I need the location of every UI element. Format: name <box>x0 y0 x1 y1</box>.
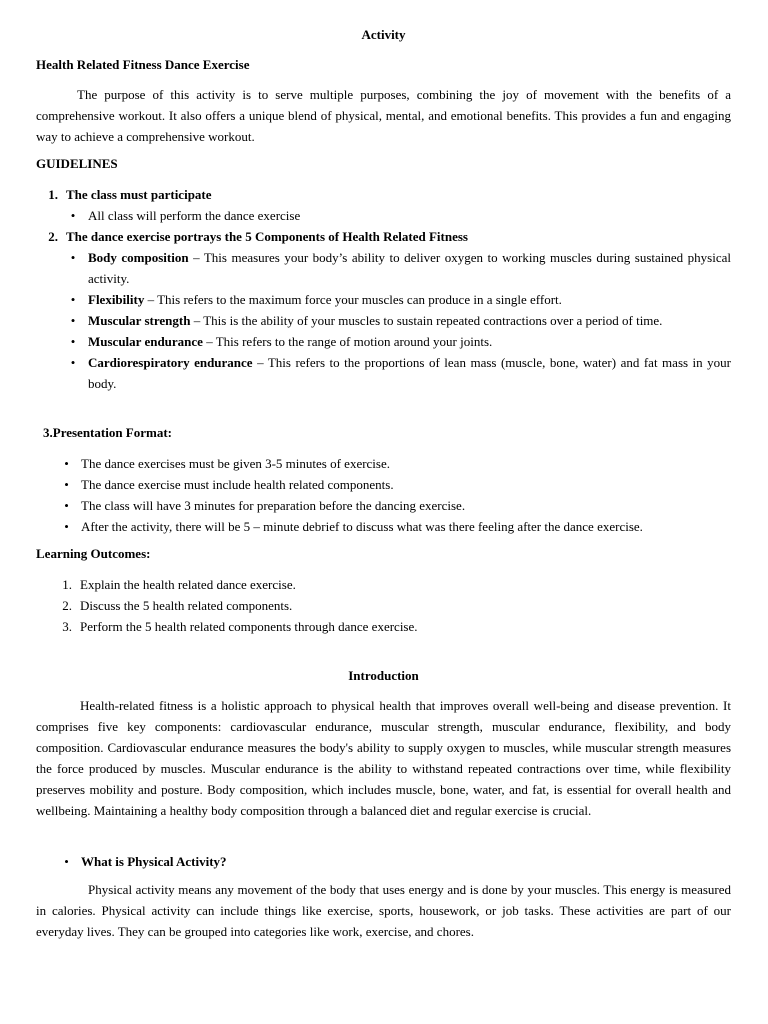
guideline-text: The class must participate <box>66 187 212 202</box>
list-item-text: All class will perform the dance exercise <box>88 208 301 223</box>
bullet-icon: • <box>64 477 69 492</box>
component-term: Muscular endurance <box>88 334 203 349</box>
component-desc: – This refers to the proportions of lean mass (muscle, bone, water) and fat mass in your body. <box>88 355 731 391</box>
component-term: Flexibility <box>88 292 145 307</box>
list-item-text: The class will have 3 minutes for preparation before the dancing exercise. <box>81 498 466 513</box>
outcome-text: Explain the health related dance exercise. <box>80 577 296 592</box>
component-item-flexibility <box>36 289 731 310</box>
list-number: 2. <box>62 598 72 613</box>
outcome-item <box>36 574 731 595</box>
bullet-icon: • <box>70 250 76 265</box>
component-term: Muscular strength <box>88 313 191 328</box>
presentation-list <box>36 453 731 537</box>
bullet-icon: • <box>70 292 76 307</box>
list-number: 1. <box>48 187 58 202</box>
list-item <box>36 516 731 537</box>
component-term: Body composition <box>88 250 189 265</box>
outcome-text: Discuss the 5 health related components. <box>80 598 293 613</box>
physical-activity-heading: What is Physical Activity? <box>81 854 227 869</box>
presentation-heading: 3.Presentation Format: <box>43 425 173 440</box>
list-number: 3. <box>62 619 72 634</box>
list-item <box>36 474 731 495</box>
component-desc: – This is the ability of your muscles to sustain repeated contractions over a period of time. <box>190 313 663 328</box>
physical-activity-heading-row <box>36 851 747 872</box>
list-item-text: The dance exercises must be given 3-5 minutes of exercise. <box>81 456 390 471</box>
outcomes-list <box>36 574 731 637</box>
guideline-text: The dance exercise portrays the 5 Components of Health Related Fitness <box>66 229 468 244</box>
introduction-heading: Introduction <box>348 668 419 683</box>
list-number: 2. <box>48 229 58 244</box>
guidelines-list <box>36 184 731 394</box>
outcomes-heading: Learning Outcomes: <box>36 546 151 561</box>
bullet-icon: • <box>64 854 69 869</box>
list-item <box>36 495 731 516</box>
bullet-icon: • <box>70 355 76 370</box>
component-term: Cardiorespiratory endurance <box>88 355 253 370</box>
bullet-icon: • <box>70 313 76 328</box>
component-desc: – This refers to the maximum force your muscles can produce in a single effort. <box>144 292 562 307</box>
bullet-icon: • <box>70 208 76 223</box>
activity-title: Activity <box>361 27 406 42</box>
component-item-body-composition <box>36 247 731 289</box>
introduction-paragraph: Health-related fitness is a holistic approach to physical health that improves overall well-being and disease prevention. It comprises five key components: cardiovascular endurance, muscular strength, muscular endurance, flexibility, and body composition. Cardiovascular endurance measures the body's ability to supply oxygen to muscles, while muscular strength measures the force produced by muscles. Muscular endurance is the ability to withstand repeated contractions over time, while flexibility preserves mobility and posture. Body composition, which includes muscle, bone, water, and fat, is essential for overall health and wellbeing. Maintaining a healthy body composition through a balanced diet and regular exercise is crucial. <box>36 698 731 818</box>
outcome-item <box>36 595 731 616</box>
list-item-text: After the activity, there will be 5 – minute debrief to discuss what was there feeling after the dance exercise. <box>81 519 643 534</box>
component-desc: – This measures your body’s ability to deliver oxygen to working muscles during sustained physical activity. <box>88 250 731 286</box>
list-item <box>36 453 731 474</box>
guidelines-heading: GUIDELINES <box>36 156 118 171</box>
bullet-icon: • <box>64 519 69 534</box>
component-item-muscular-endurance <box>36 331 731 352</box>
purpose-paragraph: The purpose of this activity is to serve multiple purposes, combining the joy of movement with the benefits of a comprehensive workout. It also offers a unique blend of physical, mental, and emotional benefits. This provides a fun and engaging way to achieve a comprehensive workout. <box>36 87 731 144</box>
outcome-item <box>36 616 731 637</box>
guideline-item-2 <box>36 226 731 247</box>
activity-subtitle: Health Related Fitness Dance Exercise <box>36 57 250 72</box>
bullet-icon: • <box>70 334 76 349</box>
component-item-cardiorespiratory-endurance <box>36 352 731 394</box>
bullet-icon: • <box>64 456 69 471</box>
component-item-muscular-strength <box>36 310 731 331</box>
list-item <box>36 205 731 226</box>
guideline-item-1 <box>36 184 731 205</box>
list-item-text: The dance exercise must include health related components. <box>81 477 394 492</box>
bullet-icon: • <box>64 498 69 513</box>
physical-activity-paragraph: Physical activity means any movement of the body that uses energy and is done by your muscles. This energy is measured in calories. Physical activity can include things like exercise, sports, housework, or job tasks. These activities are part of our everyday lives. They can be grouped into categories like work, exercise, and chores. <box>36 882 731 939</box>
list-number: 1. <box>62 577 72 592</box>
outcome-text: Perform the 5 health related components through dance exercise. <box>80 619 418 634</box>
component-desc: – This refers to the range of motion around your joints. <box>202 334 493 349</box>
